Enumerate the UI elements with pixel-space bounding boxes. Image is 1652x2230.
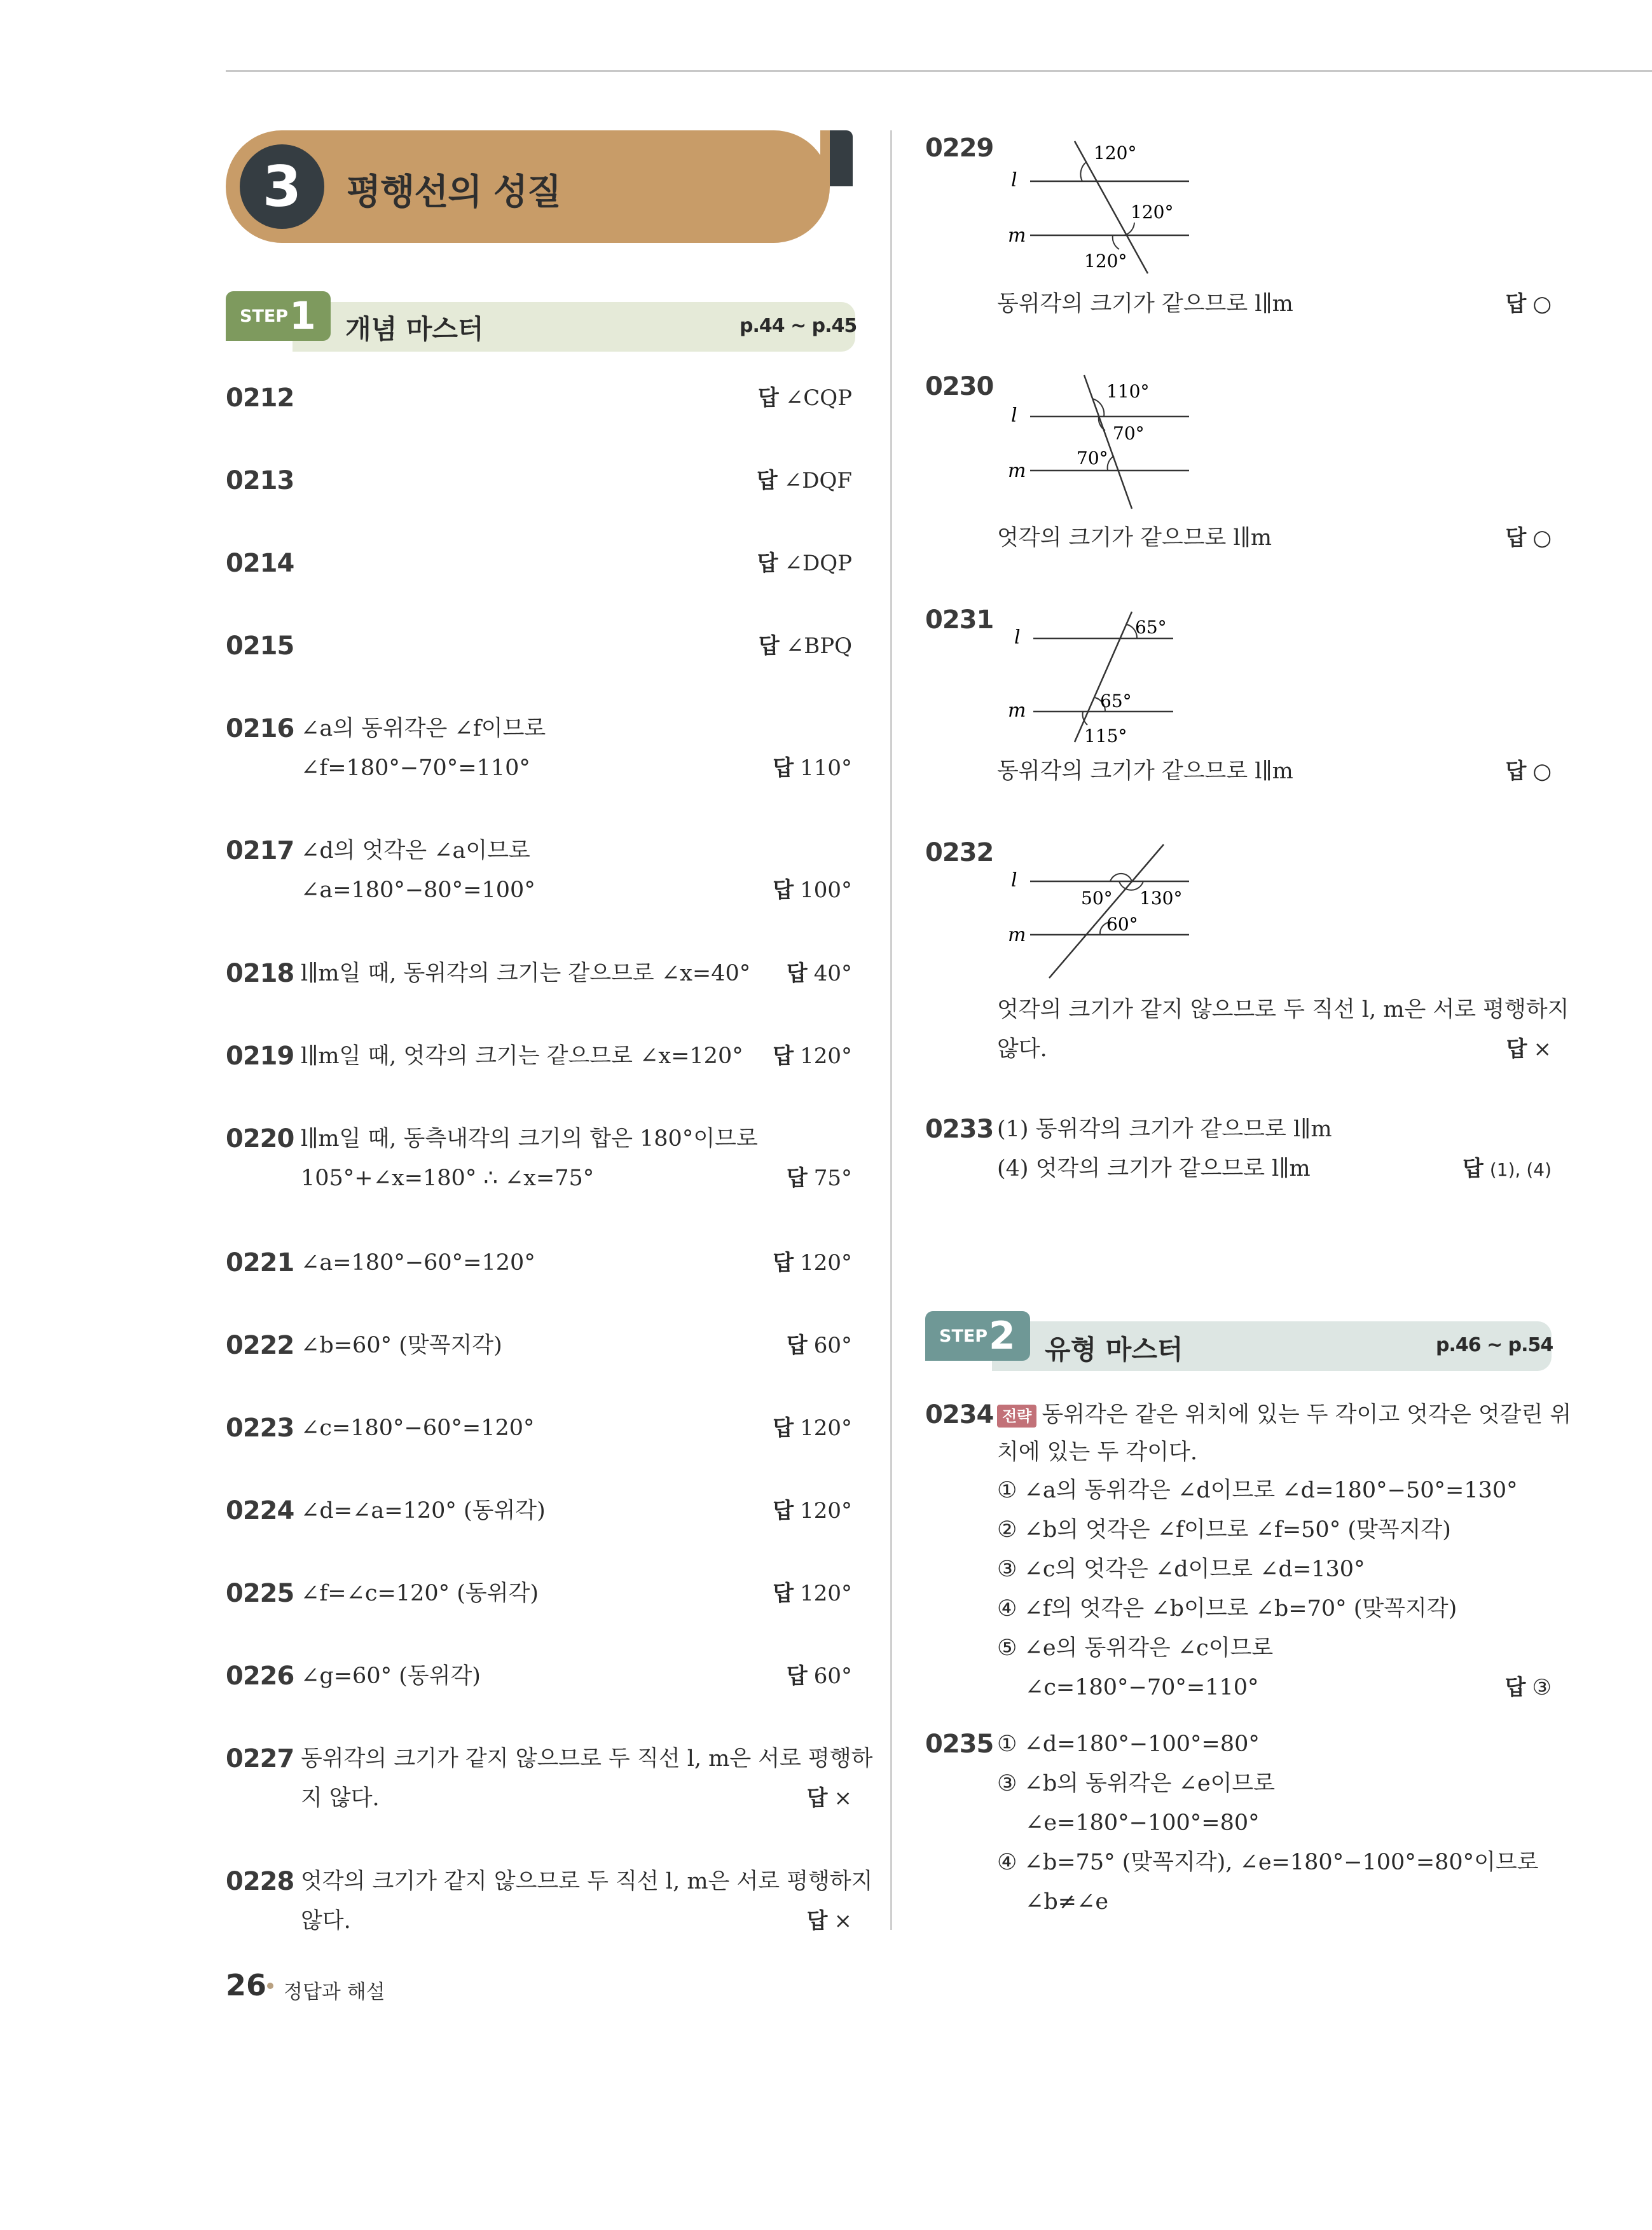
item-text: l∥m일 때, 엇각의 크기는 같으므로 ∠x=120° xyxy=(301,1043,743,1069)
answer-label: 답 xyxy=(806,1908,828,1934)
step2-badge xyxy=(925,1311,1030,1361)
line-l-label: l xyxy=(1011,869,1017,891)
answer-value: ∠DQF xyxy=(783,468,852,493)
answer-value: ∠CQP xyxy=(785,385,852,411)
answer xyxy=(693,871,852,910)
angle-label: 120° xyxy=(1084,251,1127,272)
answer-label: 답 xyxy=(773,1498,794,1524)
line-m-label: m xyxy=(1008,699,1026,722)
item-number: 0229 xyxy=(925,134,994,163)
line-m-label: m xyxy=(1008,224,1026,247)
answer-label: 답 xyxy=(1504,1675,1526,1700)
answer-label: 답 xyxy=(773,1043,794,1069)
item-text: 엇각의 크기가 같으므로 l∥m xyxy=(997,525,1272,551)
answer xyxy=(693,1243,852,1283)
item-text: 엇각의 크기가 같지 않으므로 두 직선 l, m은 서로 평행하지 xyxy=(997,997,1569,1022)
answer-label: 답 xyxy=(1505,525,1527,551)
answer xyxy=(693,626,852,666)
answer-value: 75° xyxy=(813,1166,852,1191)
angle-label: 120° xyxy=(1094,142,1137,163)
item-text: ① ∠a의 동위각은 ∠d이므로 ∠d=180°−50°=130° xyxy=(997,1478,1518,1503)
item-text: ∠c=180°−60°=120° xyxy=(301,1415,535,1441)
item-text: 동위각의 크기가 같으므로 l∥m xyxy=(997,759,1293,784)
answer xyxy=(1488,1668,1552,1707)
item-text: ∠f=180°−70°=110° xyxy=(301,755,530,781)
answer xyxy=(1424,1149,1552,1190)
answer xyxy=(1488,518,1552,558)
item-text: ④ ∠b=75° (맞꼭지각), ∠e=180°−100°=80°이므로 xyxy=(997,1850,1539,1875)
answer-label: 답 xyxy=(773,1415,794,1441)
answer-value: 40° xyxy=(813,961,852,986)
item-text: ∠g=60° (동위각) xyxy=(301,1663,481,1689)
answer xyxy=(693,1779,852,1818)
answer-value: ○ xyxy=(1532,291,1552,317)
answer xyxy=(693,544,852,583)
angle-label: 70° xyxy=(1077,448,1108,469)
angle-label: 130° xyxy=(1139,888,1183,909)
step2-number: 2 xyxy=(989,1314,1015,1358)
answer-value: ∠DQP xyxy=(784,551,852,576)
item-text: ③ ∠b의 동위각은 ∠e이므로 xyxy=(997,1771,1276,1796)
item-number: 0216 xyxy=(226,714,294,743)
item-number: 0227 xyxy=(226,1744,294,1773)
item-text: ∠f=∠c=120° (동위각) xyxy=(301,1581,539,1606)
answer-label: 답 xyxy=(773,878,794,903)
answer-value: × xyxy=(1533,1036,1552,1062)
answer xyxy=(693,1159,852,1198)
line-m-label: m xyxy=(1008,460,1026,482)
answer-label: 답 xyxy=(756,468,778,493)
angle-label: 120° xyxy=(1131,202,1174,223)
parallel-lines-figure xyxy=(1005,605,1195,752)
answer-label: 답 xyxy=(773,1250,794,1276)
answer-label: 답 xyxy=(806,1786,828,1811)
line-l-label: l xyxy=(1011,404,1017,427)
parallel-lines-figure xyxy=(1005,134,1195,280)
item-number: 0232 xyxy=(925,838,994,867)
answer-value: 120° xyxy=(800,1415,852,1441)
answer-value: 60° xyxy=(813,1333,852,1358)
item-number: 0212 xyxy=(226,383,294,413)
answer-label: 답 xyxy=(773,755,794,781)
column-divider xyxy=(890,130,892,1930)
top-rule xyxy=(226,70,1652,72)
answer-value: × xyxy=(834,1908,852,1934)
answer xyxy=(693,1491,852,1531)
item-text: ∠b≠∠e xyxy=(1025,1889,1109,1915)
step2-word: STEP xyxy=(939,1326,988,1346)
item-text: 엇각의 크기가 같지 않으므로 두 직선 l, m은 서로 평행하지 xyxy=(301,1869,873,1894)
answer-value: ③ xyxy=(1532,1675,1552,1700)
answer xyxy=(693,1901,852,1941)
item-number: 0218 xyxy=(226,959,294,988)
item-text: ∠b=60° (맞꼭지각) xyxy=(301,1333,502,1358)
item-number: 0225 xyxy=(226,1579,294,1608)
item-text: 않다. xyxy=(301,1908,351,1934)
answer-value: 60° xyxy=(813,1663,852,1689)
item-number: 0213 xyxy=(226,466,294,495)
item-text: ① ∠d=180°−100°=80° xyxy=(997,1731,1260,1757)
item-text: l∥m일 때, 동측내각의 크기의 합은 180°이므로 xyxy=(301,1126,758,1152)
line-m-label: m xyxy=(1008,924,1026,946)
answer xyxy=(693,1574,852,1613)
answer xyxy=(693,748,852,788)
item-text: ③ ∠c의 엇각은 ∠d이므로 ∠d=130° xyxy=(997,1557,1365,1582)
answer-label: 답 xyxy=(1505,759,1527,784)
item-text: 지 않다. xyxy=(301,1786,380,1811)
angle-label: 60° xyxy=(1106,914,1138,935)
item-number: 0220 xyxy=(226,1124,294,1153)
answer-label: 답 xyxy=(1463,1156,1483,1181)
item-number: 0226 xyxy=(226,1662,294,1691)
angle-label: 50° xyxy=(1081,888,1113,909)
item-text: 치에 있는 두 각이다. xyxy=(997,1440,1197,1465)
answer-value: × xyxy=(834,1786,852,1811)
answer xyxy=(693,1408,852,1448)
chapter-title: 평행선의 성질 xyxy=(347,172,561,213)
parallel-lines-figure xyxy=(1005,838,1195,984)
answer xyxy=(693,1326,852,1365)
step1-badge xyxy=(226,291,331,341)
answer-label: 답 xyxy=(786,961,808,986)
answer-label: 답 xyxy=(757,551,778,576)
item-text: ∠a=180°−60°=120° xyxy=(301,1250,535,1276)
item-text xyxy=(997,1395,1571,1435)
angle-label: 65° xyxy=(1135,617,1167,638)
answer xyxy=(1488,752,1552,791)
item-number: 0230 xyxy=(925,372,994,401)
answer-label: 답 xyxy=(758,633,780,659)
item-text: 105°+∠x=180° ∴ ∠x=75° xyxy=(301,1166,595,1191)
answer-label: 답 xyxy=(1506,1036,1527,1062)
item-number: 0215 xyxy=(226,631,294,661)
item-text: ∠d=∠a=120° (동위각) xyxy=(301,1498,546,1524)
strategy-text: 동위각은 같은 위치에 있는 두 각이고 엇각은 엇갈린 위 xyxy=(1042,1402,1572,1428)
angle-label: 115° xyxy=(1084,726,1127,747)
step1-word: STEP xyxy=(240,306,289,326)
step1-pages: p.44 ~ p.45 xyxy=(740,315,857,337)
item-text: ∠c=180°−70°=110° xyxy=(1025,1675,1259,1700)
item-text: 않다. xyxy=(997,1036,1047,1062)
item-text: 동위각의 크기가 같지 않으므로 두 직선 l, m은 서로 평행하 xyxy=(301,1746,873,1772)
item-number: 0221 xyxy=(226,1248,294,1277)
item-number: 0222 xyxy=(226,1331,294,1360)
parallel-lines-figure xyxy=(1005,372,1195,518)
item-number: 0233 xyxy=(925,1115,994,1144)
item-text: ∠a=180°−80°=100° xyxy=(301,878,535,903)
item-text: 동위각의 크기가 같으므로 l∥m xyxy=(997,291,1293,317)
answer xyxy=(693,954,852,993)
item-text: ④ ∠f의 엇각은 ∠b이므로 ∠b=70° (맞꼭지각) xyxy=(997,1596,1457,1621)
answer xyxy=(1488,1029,1552,1069)
answer-value: 120° xyxy=(800,1250,852,1276)
footer-text: 정답과 해설 xyxy=(284,1981,385,2004)
step1-number: 1 xyxy=(289,294,316,338)
item-text: ② ∠b의 엇각은 ∠f이므로 ∠f=50° (맞꼭지각) xyxy=(997,1517,1451,1543)
item-number: 0224 xyxy=(226,1496,294,1525)
item-text: ∠a의 동위각은 ∠f이므로 xyxy=(301,716,546,741)
strategy-tag: 전략 xyxy=(997,1405,1036,1428)
item-text: ∠d의 엇각은 ∠a이므로 xyxy=(301,838,530,864)
answer-label: 답 xyxy=(1505,291,1527,317)
answer-value: ○ xyxy=(1532,759,1552,784)
answer xyxy=(693,1036,852,1076)
answer-value: 120° xyxy=(800,1581,852,1606)
item-text: ⑤ ∠e의 동위각은 ∠c이므로 xyxy=(997,1635,1274,1661)
item-number: 0217 xyxy=(226,836,294,865)
answer xyxy=(693,461,852,500)
answer-label: 답 xyxy=(786,1333,808,1358)
answer-value: 120° xyxy=(800,1498,852,1524)
angle-label: 65° xyxy=(1100,691,1132,712)
answer xyxy=(1488,284,1552,324)
item-number: 0228 xyxy=(226,1867,294,1896)
item-text: (4) 엇각의 크기가 같으므로 l∥m xyxy=(997,1156,1311,1181)
item-text: ∠e=180°−100°=80° xyxy=(1025,1810,1260,1836)
answer-value: 120° xyxy=(800,1043,852,1069)
item-number: 0219 xyxy=(226,1042,294,1071)
step2-title: 유형 마스터 xyxy=(1045,1334,1183,1365)
answer-label: 답 xyxy=(786,1663,808,1689)
angle-label: 110° xyxy=(1106,381,1150,402)
answer xyxy=(693,378,852,418)
item-text: l∥m일 때, 동위각의 크기는 같으므로 ∠x=40° xyxy=(301,961,751,986)
item-number: 0235 xyxy=(925,1730,994,1759)
answer-value: (1), (4) xyxy=(1489,1159,1552,1180)
answer xyxy=(693,1656,852,1696)
answer-value: 110° xyxy=(800,755,852,781)
answer-value: 100° xyxy=(800,878,852,903)
line-l-label: l xyxy=(1014,626,1021,649)
answer-label: 답 xyxy=(757,385,779,411)
answer-value: ∠BPQ xyxy=(785,633,852,659)
angle-label: 70° xyxy=(1113,423,1145,444)
chapter-number: 3 xyxy=(240,144,324,229)
item-number: 0223 xyxy=(226,1414,294,1443)
answer-value: ○ xyxy=(1532,525,1552,551)
step1-title: 개념 마스터 xyxy=(345,313,484,345)
item-number: 0231 xyxy=(925,605,994,635)
step2-pages: p.46 ~ p.54 xyxy=(1436,1334,1553,1356)
page-number: 26 xyxy=(226,1968,267,2002)
answer-label: 답 xyxy=(773,1581,794,1606)
footer-bullet xyxy=(267,1983,273,1989)
item-text: (1) 동위각의 크기가 같으므로 l∥m xyxy=(997,1117,1332,1142)
item-number: 0234 xyxy=(925,1400,994,1429)
answer-label: 답 xyxy=(786,1166,808,1191)
line-l-label: l xyxy=(1011,169,1017,191)
item-number: 0214 xyxy=(226,549,294,578)
chapter-banner-tab xyxy=(830,130,853,186)
